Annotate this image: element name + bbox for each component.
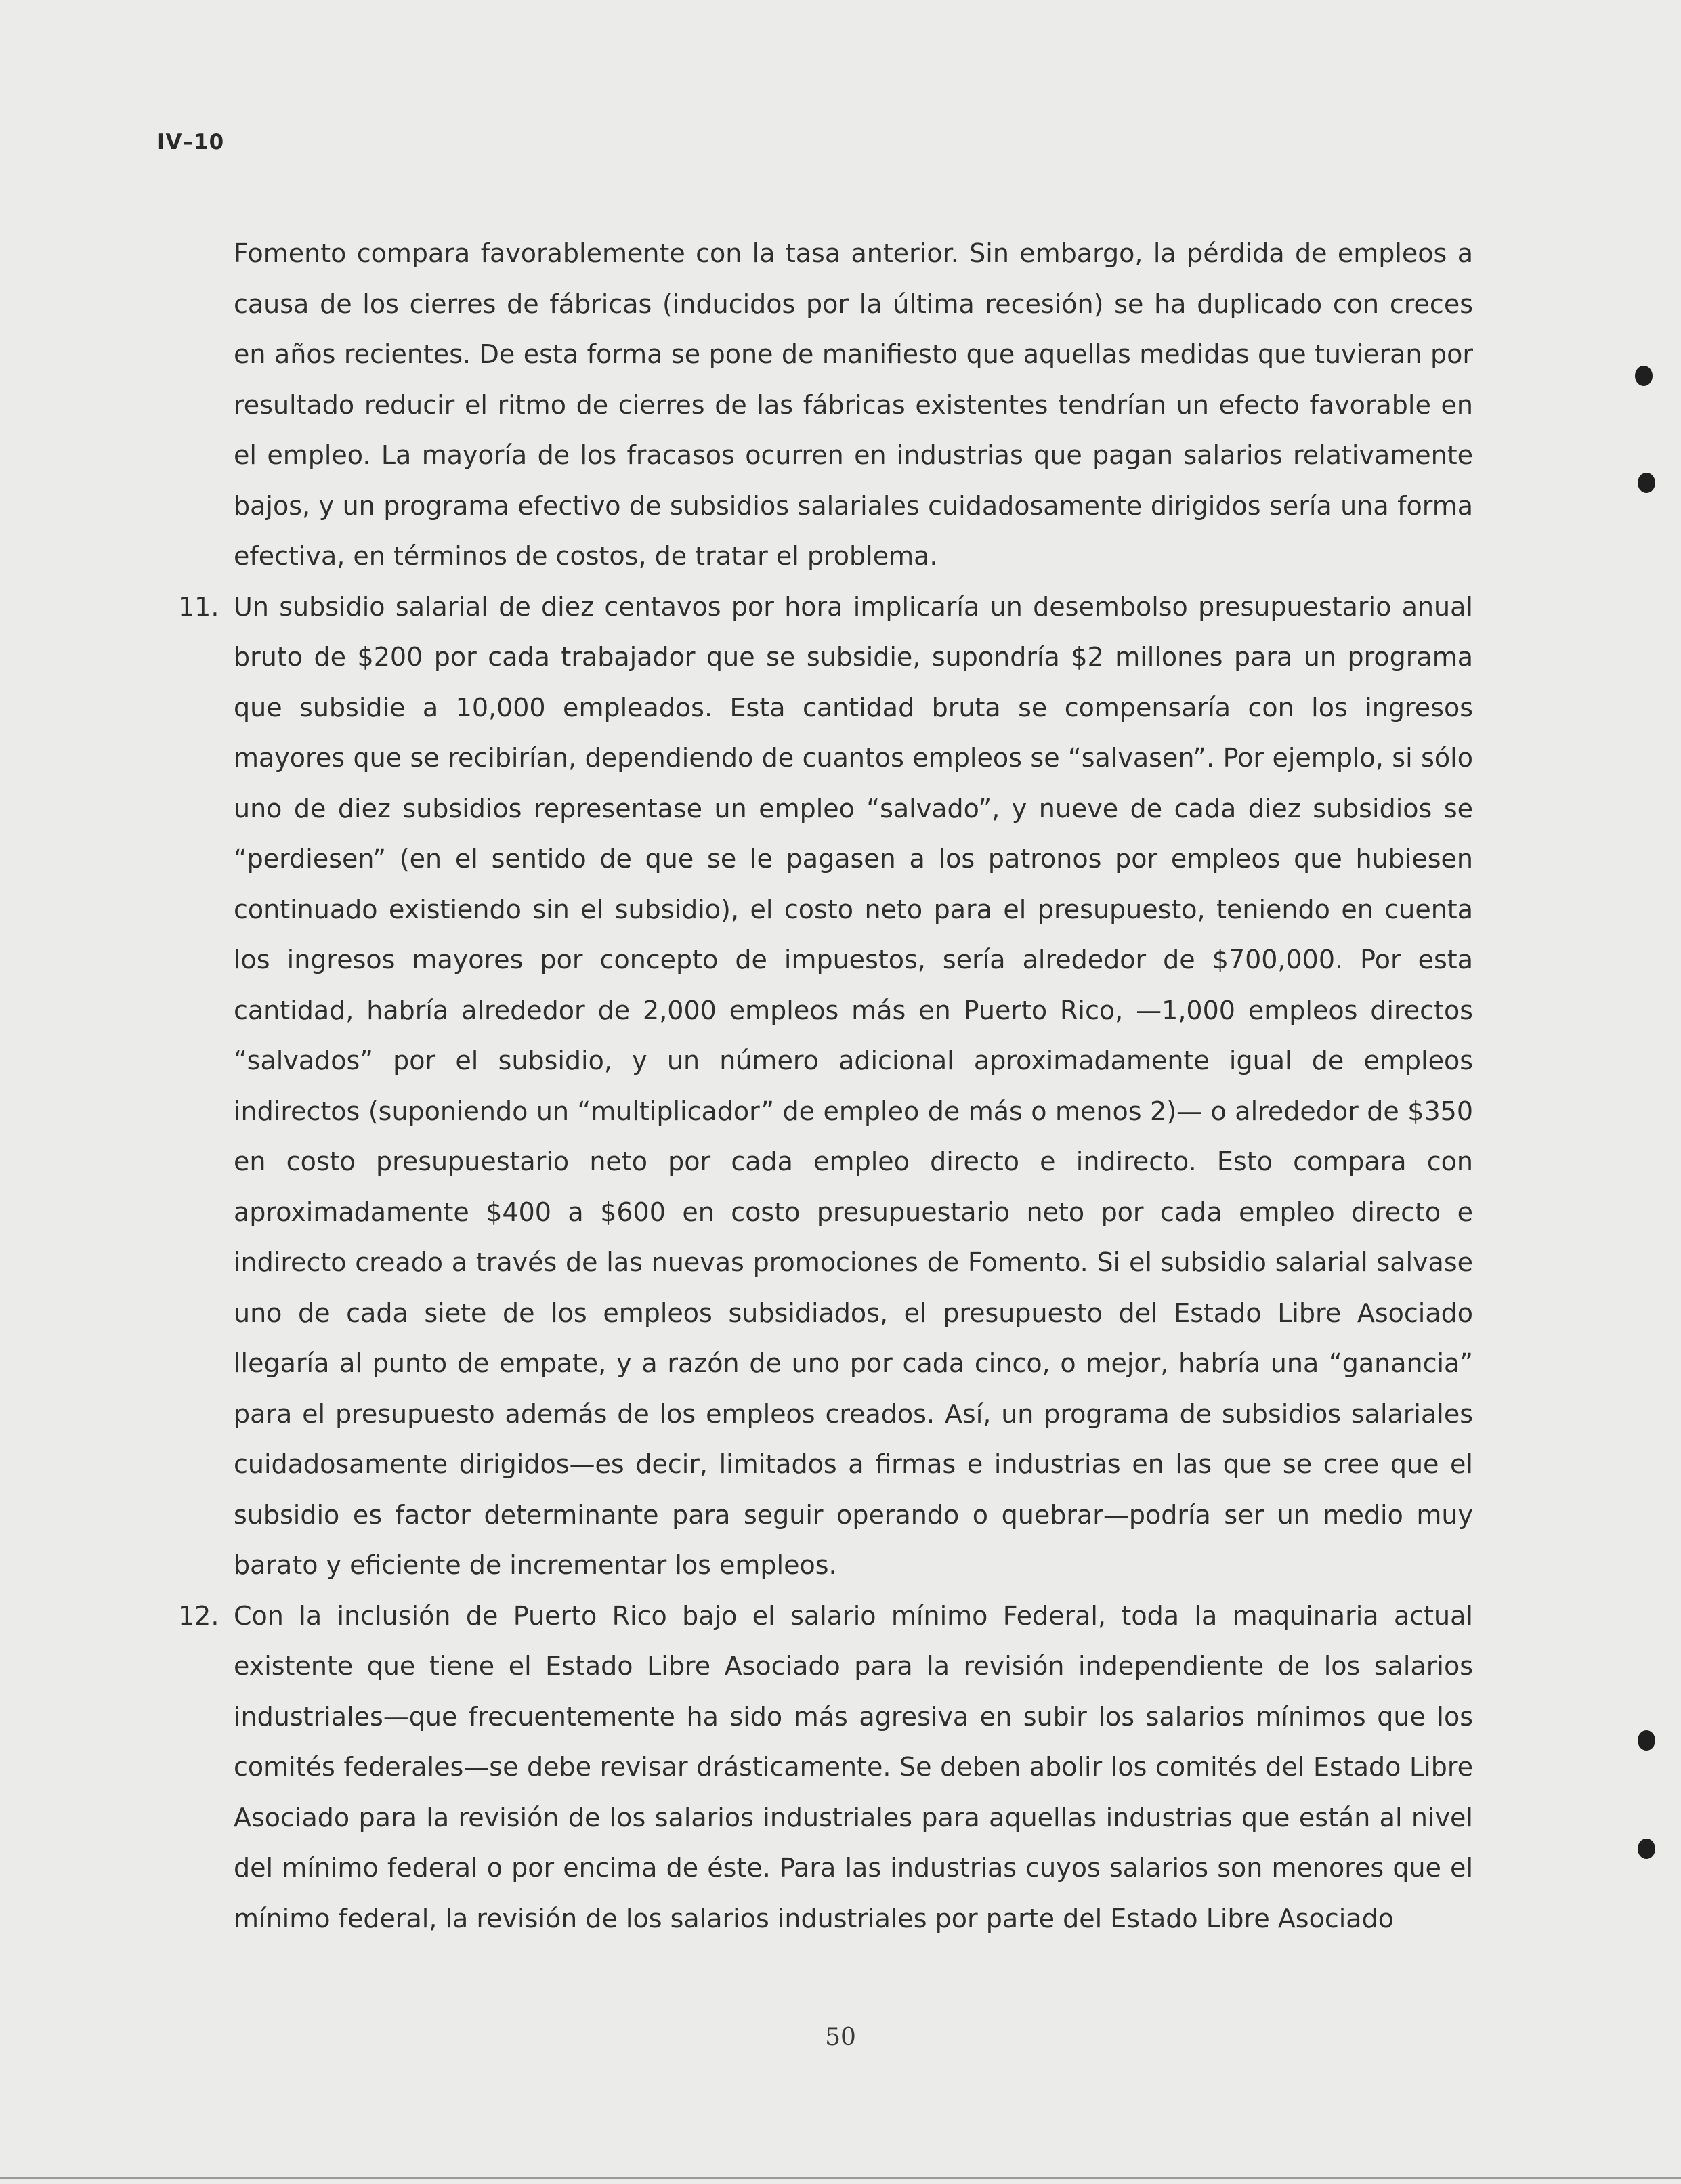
paragraph-text: Fomento compara favorablemente con la tasa anterior. Sin embargo, la pérdida de empleos a causa de los cierres de fábricas (inducidos por la última recesión) se ha duplicado con creces en años recientes. De esta forma se pone de manifiesto que aquellas medidas que tuvieran por resultado reducir el ritmo de cierres de las fábricas existentes tendrían un efecto favorable en el empleo. La mayoría de los fracasos ocurren en industrias que pagan salarios relativamente bajos, y un programa efectivo de subsidios salariales cuidadosamente dirigidos sería una forma efectiva, en términos de costos, de tratar el problema.: [234, 238, 1473, 571]
scan-edge: [0, 2177, 1681, 2179]
paragraph-text: Un subsidio salarial de diez centavos por hora implicaría un desembolso presupuestario anual bruto de $200 por cada trabajador que se subsidie, supondría $2 millones para un programa que subsidie a 10,000 empleados. Esta cantidad bruta se compensaría con los ingresos mayores que se recibirían, dependiendo de cuantos empleos se “salvasen”. Por ejemplo, si sólo uno de diez subsidios representase un empleo “salvado”, y nueve de cada diez subsidios se “perdiesen” (en el sentido de que se le pagasen a los patronos por empleos que hubiesen continuado existiendo sin el subsidio), el costo neto para el presupuesto, teniendo en cuenta los ingresos mayores por concepto de impuestos, sería alrededor de $700,000. Por esta cantidad, habría alrededor de 2,000 empleos más en Puerto Rico, —1,000 empleos directos “salvados” por el subsidio, y un número adicional aproximadamente igual de empleos indirectos (suponiendo un “multiplicador” de empleo de más o menos 2)— o alrededor de $350 en costo presupuestario neto por cada empleo directo e indirecto. Esto compara con aproximadamente $400 a $600 en costo presupuestario neto por cada empleo directo e indirecto creado a través de las nuevas promociones de Fomento. Si el subsidio salarial salvase uno de cada siete de los empleos subsidiados, el presupuesto del Estado Libre Asociado llegaría al punto de empate, y a razón de uno por cada cinco, o mejor, habría una “ganancia” para el presupuesto además de los empleos creados. Así, un programa de subsidios salariales cuidadosamente dirigidos—es decir, limitados a firmas e industrias en las que se cree que el subsidio es factor determinante para seguir operando o quebrar—podría ser un medio muy barato y eficiente de incrementar los empleos.: [234, 591, 1473, 1580]
body-text: [178, 228, 1473, 1944]
punch-hole-mark: [1638, 1839, 1655, 1859]
paragraph-number: 12.: [178, 1600, 219, 1631]
paragraph-11: [178, 582, 1473, 1591]
page-number: 50: [825, 2024, 856, 2051]
punch-hole-mark: [1638, 1730, 1655, 1751]
section-code: IV–10: [157, 130, 225, 154]
paragraph-continuation: [234, 228, 1473, 582]
punch-hole-mark: [1635, 366, 1653, 386]
paragraph-text: Con la inclusión de Puerto Rico bajo el salario mínimo Federal, toda la maquinaria actual existente que tiene el Estado Libre Asociado para la revisión independiente de los salarios industriales—que frecuentemente ha sido más agresiva en subir los salarios mínimos que los comités federales—se debe revisar drásticamente. Se deben abolir los comités del Estado Libre Asociado para la revisión de los salarios industriales para aquellas industrias que están al nivel del mínimo federal o por encima de éste. Para las industrias cuyos salarios son menores que el mínimo federal, la revisión de los salarios industriales por parte del Estado Libre Asociado: [234, 1600, 1473, 1933]
punch-hole-mark: [1638, 473, 1655, 493]
paragraph-number: 11.: [178, 591, 219, 622]
paragraph-12: [178, 1591, 1473, 1944]
